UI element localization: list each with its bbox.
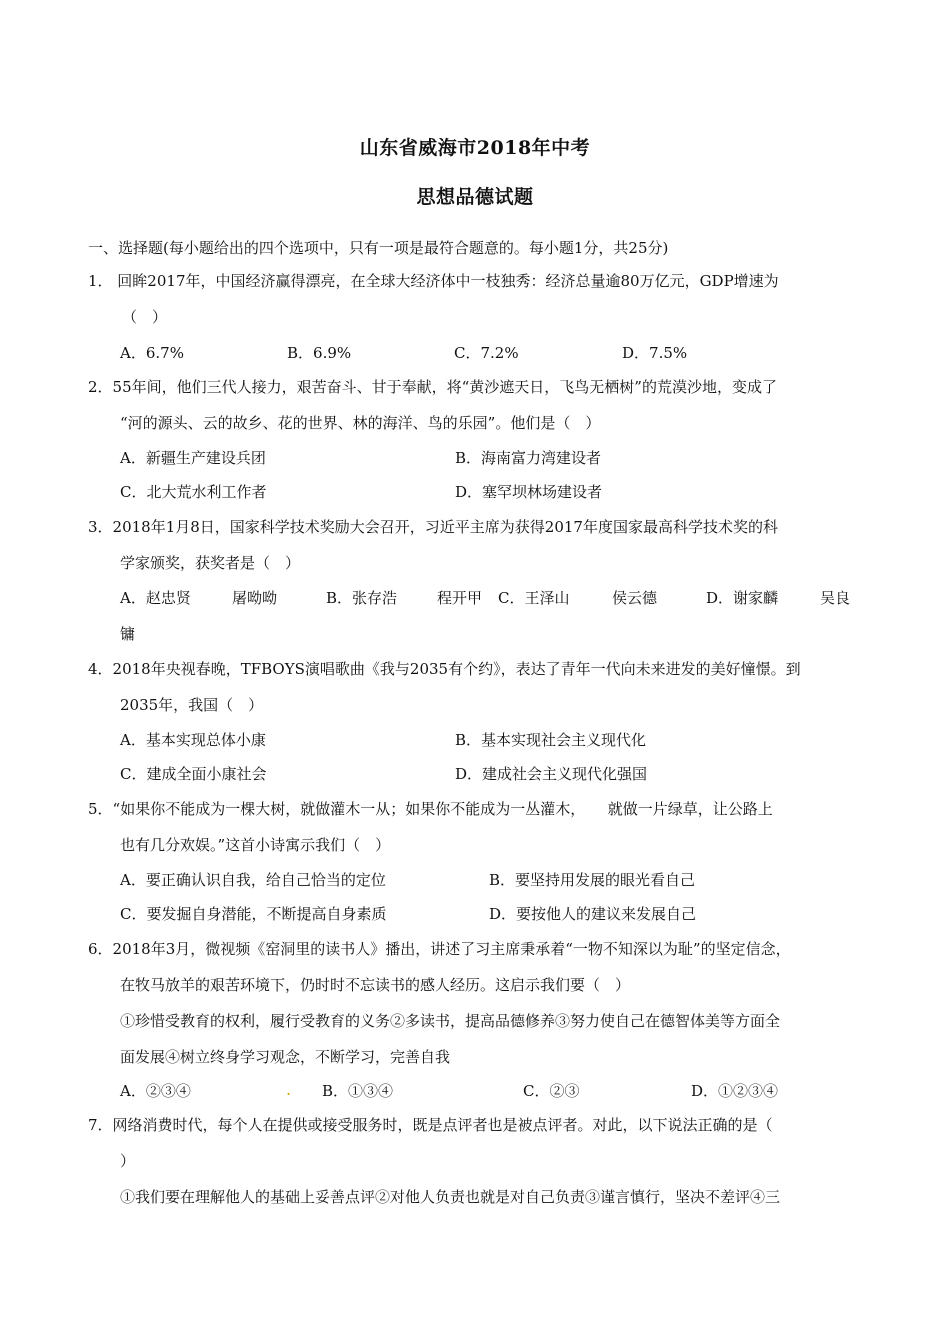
question-6-option-b: B．①③④ <box>322 1082 394 1100</box>
question-3-option-b: B．张存浩 <box>326 589 398 607</box>
exam-title: 山东省威海市2018年中考 <box>359 137 591 159</box>
question-3-option-d: D．谢家麟 <box>706 589 779 607</box>
question-6-option-c: C．②③ <box>523 1082 580 1100</box>
question-3-line-2: 学家颁奖，获奖者是（ ） <box>120 554 301 572</box>
question-7-line-2: ） <box>120 1152 136 1170</box>
question-5-line-1: 5．“如果你不能成为一棵大树，就做灌木一从；如果你不能成为一丛灌木， 就做一片绿草，让公路上 <box>88 800 773 818</box>
question-3-option-d-second: 吴良 <box>820 589 851 607</box>
question-2-option-b: B．海南富力湾建设者 <box>455 449 602 467</box>
question-5-line-2: 也有几分欢娱。”这首小诗寓示我们（ ） <box>120 836 391 854</box>
question-3-line-4: 镛 <box>120 625 136 643</box>
question-4-line-2: 2035年，我国（ ） <box>120 696 264 714</box>
question-4-option-b: B．基本实现社会主义现代化 <box>455 731 647 749</box>
question-6-line-4: 面发展④树立终身学习观念，不断学习，完善自我 <box>120 1048 451 1066</box>
question-4-line-1: 4．2018年央视春晚，TFBOYS演唱歌曲《我与2035有个约》，表达了青年一代向未来进发的美好憧憬。到 <box>88 660 801 678</box>
question-6-line-3: ①珍惜受教育的权利，履行受教育的义务②多读书，提高品德修养③努力使自己在德智体美等方面全 <box>120 1012 781 1030</box>
question-5-option-c: C．要发掘自身潜能，不断提高自身素质 <box>120 905 387 923</box>
question-3-option-c: C．王泽山 <box>498 589 570 607</box>
question-6-line-1: 6．2018年3月，微视频《窑洞里的读书人》播出，讲述了习主席秉承着“一物不知深以为耻”的坚定信念， <box>88 940 791 958</box>
question-3-option-b-second: 程开甲 <box>437 589 483 607</box>
question-5-option-d: D．要按他人的建议来发展自己 <box>489 905 697 923</box>
question-4-option-d: D．建成社会主义现代化强国 <box>455 765 648 783</box>
question-7-line-1: 7．网络消费时代，每个人在提供或接受服务时，既是点评者也是被点评者。对此，以下说法正确的是（ <box>88 1116 773 1134</box>
question-1-option-a: A．6.7% <box>120 344 184 362</box>
question-1-option-b: B．6.9% <box>287 344 352 362</box>
question-1-line-2: （ ） <box>122 308 168 326</box>
question-6-option-a: A．②③④ <box>120 1082 191 1100</box>
question-5-option-a: A．要正确认识自我，给自己恰当的定位 <box>120 871 386 889</box>
stray-dot-mark: . <box>286 1080 292 1099</box>
question-6-option-d: D．①②③④ <box>691 1082 779 1100</box>
question-2-line-2: “河的源头、云的故乡、花的世界、林的海洋、鸟的乐园”。他们是（ ） <box>120 414 601 432</box>
question-1-option-c: C．7.2% <box>454 344 519 362</box>
question-2-option-c: C．北大荒水利工作者 <box>120 483 267 501</box>
question-1-option-d: D．7.5% <box>622 344 688 362</box>
question-5-option-b: B．要坚持用发展的眼光看自己 <box>489 871 696 889</box>
question-2-option-d: D．塞罕坝林场建设者 <box>455 483 603 501</box>
question-1-line-1: 1． 回眸2017年，中国经济赢得漂亮，在全球大经济体中一枝独秀：经济总量逾80万亿元，GDP增速为 <box>88 272 779 290</box>
exam-subtitle: 思想品德试题 <box>416 186 534 208</box>
question-6-line-2: 在牧马放羊的艰苦环境下，仍时时不忘读书的感人经历。这启示我们要（ ） <box>120 976 631 994</box>
question-3-option-c-second: 侯云德 <box>612 589 658 607</box>
question-4-option-a: A．基本实现总体小康 <box>120 731 266 749</box>
question-4-option-c: C．建成全面小康社会 <box>120 765 267 783</box>
question-2-line-1: 2．55年间，他们三代人接力，艰苦奋斗、甘于奉献，将“黄沙遮天日，飞鸟无栖树”的荒漠沙地，变成了 <box>88 378 777 396</box>
question-3-line-1: 3．2018年1月8日，国家科学技术奖励大会召开，习近平主席为获得2017年度国家最高科学技术奖的科 <box>88 518 778 536</box>
question-3-option-a: A．赵忠贤 <box>120 589 191 607</box>
question-7-line-3: ①我们要在理解他人的基础上妥善点评②对他人负责也就是对自己负责③谨言慎行，坚决不差评④三 <box>120 1188 781 1206</box>
section-heading: 一、选择题(每小题给出的四个选项中，只有一项是最符合题意的。每小题1分，共25分) <box>88 239 669 257</box>
question-3-option-a-second: 屠呦呦 <box>232 589 278 607</box>
question-2-option-a: A．新疆生产建设兵团 <box>120 449 266 467</box>
